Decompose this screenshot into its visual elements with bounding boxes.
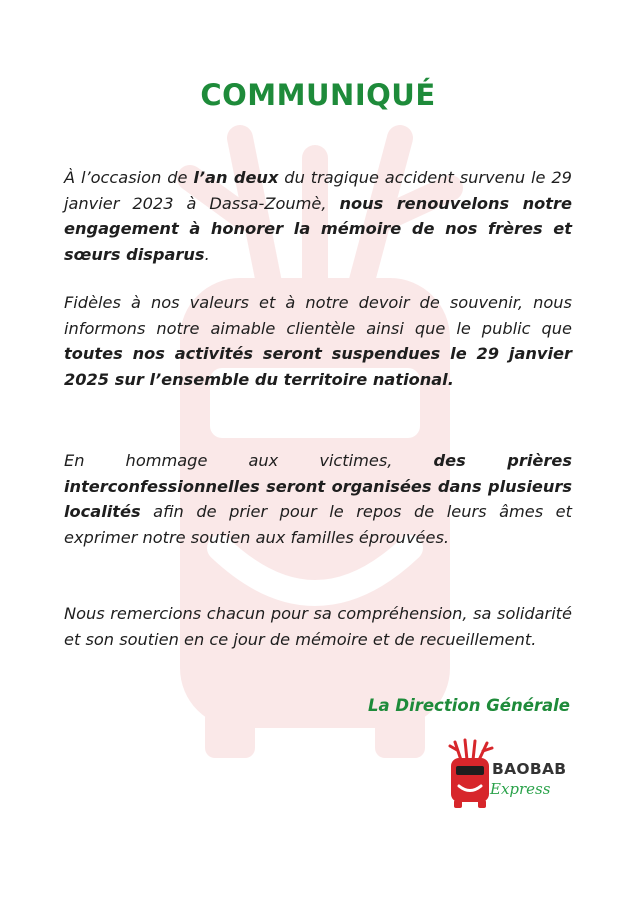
body-text-run: En hommage aux victimes, (64, 451, 434, 470)
bus-mascot-icon (447, 738, 495, 810)
emphasis-text: toutes nos activités seront suspendues le 29 janvier 2025 sur l’ensemble du territoire national. (64, 344, 572, 389)
logo-name: BAOBAB (492, 760, 567, 778)
emphasis-text: nous renouvelons notre engagement à honorer la mémoire de nos frères et sœurs disparus (64, 193, 572, 264)
emphasis-text: des prières interconfessionnelles seront organisées dans plusieurs localités (64, 451, 572, 522)
baobab-express-logo (447, 738, 565, 810)
body-text-run: . (204, 244, 210, 264)
paragraph-anniversary (64, 165, 572, 267)
paragraph-thanks (64, 601, 572, 652)
body-text-run: À l’occasion de (64, 168, 194, 187)
page-title: COMMUNIQUÉ (200, 78, 436, 112)
signature: La Direction Générale (367, 696, 570, 715)
body-text-run: Fidèles à nos valeurs et à notre devoir de souvenir, nous informons notre aimable clientèle ainsi que le public que (64, 293, 572, 338)
logo-tagline: Express (490, 780, 551, 798)
emphasis-text: l’an deux (193, 168, 279, 187)
paragraph-prayers (64, 448, 572, 550)
paragraph-suspension (64, 290, 572, 392)
body-text-run: afin de prier pour le repos de leurs âmes et exprimer notre soutien aux familles éprouvées. (64, 502, 572, 547)
body-text-run: Nous remercions chacun pour sa compréhension, sa solidarité et son soutien en ce jour de mémoire et de recueillement. (64, 604, 572, 649)
body-text-run: du tragique accident survenu le 29 janvier 2023 à Dassa-Zoumè, (64, 168, 572, 213)
